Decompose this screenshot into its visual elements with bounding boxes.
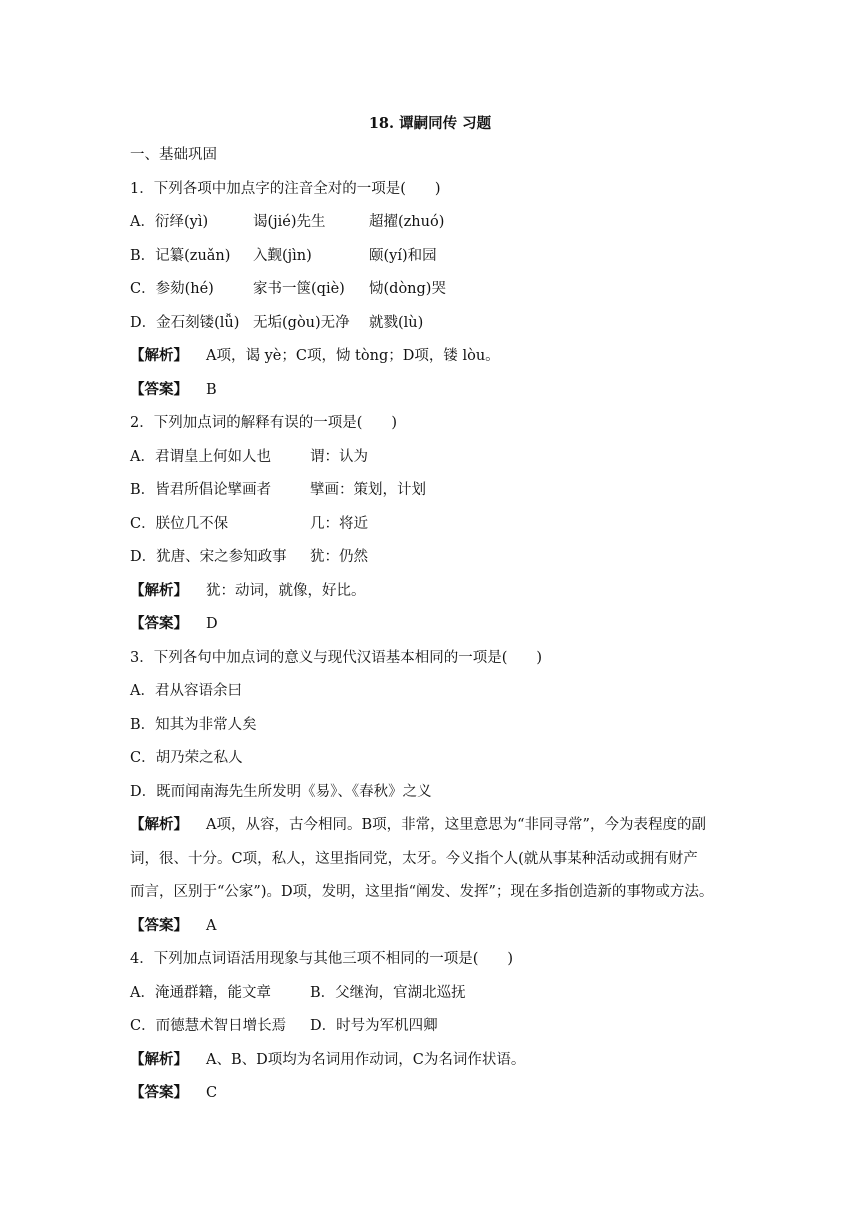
q1-c-1: C．参劾(hé) bbox=[130, 281, 214, 297]
q1-d-2: 无垢(gòu)无净 bbox=[253, 314, 350, 331]
q2-option-a bbox=[130, 446, 734, 468]
q1-b-3: 颐(yí)和园 bbox=[369, 247, 437, 264]
q1-analysis-text: A项，谒 yè；C项，恸 tòng；D项，镂 lòu。 bbox=[206, 348, 500, 364]
q1-answer bbox=[130, 379, 734, 401]
q3-analysis-line1 bbox=[130, 814, 734, 836]
q3-analysis-text-1: A项，从容，古今相同。B项，非常，这里意思为“非同寻常”，今为表程度的副 bbox=[206, 817, 706, 833]
q1-c-2: 家书一箧(qiè) bbox=[253, 281, 345, 297]
analysis-label: 【解析】 bbox=[130, 816, 188, 833]
q1-b-1: B．记纂(zuǎn) bbox=[130, 247, 231, 264]
q1-option-d bbox=[130, 312, 734, 334]
q2-c-2: 几：将近 bbox=[310, 515, 368, 532]
q1-analysis bbox=[130, 345, 734, 367]
q4-answer bbox=[130, 1082, 734, 1104]
q1-option-a bbox=[130, 211, 734, 233]
section-heading: 一、基础巩固 bbox=[130, 147, 217, 163]
q4-option-c: C．而德慧术智日增长焉 bbox=[130, 1018, 287, 1034]
q4-answer-text: C bbox=[206, 1085, 218, 1101]
q4-option-d: D．时号为军机四卿 bbox=[310, 1018, 438, 1034]
q2-d-1: D．犹唐、宋之参知政事 bbox=[130, 549, 287, 565]
q2-c-1: C．朕位几不保 bbox=[130, 515, 229, 532]
q1-a-2: 谒(jié)先生 bbox=[253, 214, 326, 230]
analysis-label: 【解析】 bbox=[130, 1050, 188, 1068]
q1-d-1: D．金石刻镂(lǚ) bbox=[130, 314, 240, 331]
q1-option-c bbox=[130, 278, 734, 300]
q1-d-3: 就戮(lù) bbox=[369, 314, 424, 331]
document-body bbox=[130, 144, 734, 1116]
q2-b-1: B．皆君所倡论擘画者 bbox=[130, 482, 272, 498]
q3-analysis-line3: 而言，区别于“公家”)。D项，发明，这里指“阐发、发挥”；现在多指创造新的事物或方法。 bbox=[130, 884, 714, 900]
document-title: 18. 谭嗣同传 习题 bbox=[368, 115, 492, 132]
answer-label: 【答案】 bbox=[130, 916, 188, 934]
q4-analysis-text: A、B、D项均为名词用作动词，C为名词作状语。 bbox=[206, 1051, 526, 1068]
analysis-label: 【解析】 bbox=[130, 581, 188, 599]
q4-options-ab bbox=[130, 982, 734, 1004]
q4-analysis bbox=[130, 1049, 734, 1071]
q2-analysis bbox=[130, 580, 734, 602]
q1-c-3: 恸(dòng)哭 bbox=[369, 281, 446, 297]
q2-option-c bbox=[130, 513, 734, 535]
q4-options-cd bbox=[130, 1015, 734, 1037]
q2-a-2: 谓：认为 bbox=[310, 448, 368, 465]
q3-option-b: B．知其为非常人矣 bbox=[130, 716, 257, 733]
answer-label: 【答案】 bbox=[130, 380, 188, 398]
q2-option-b bbox=[130, 479, 734, 501]
q3-answer bbox=[130, 915, 734, 937]
q2-a-1: A．君谓皇上何如人也 bbox=[130, 448, 271, 465]
q2-stem: 2．下列加点词的解释有误的一项是( ) bbox=[130, 415, 398, 431]
answer-label: 【答案】 bbox=[130, 1084, 188, 1101]
q2-answer bbox=[130, 613, 734, 635]
analysis-label: 【解析】 bbox=[130, 347, 188, 364]
q3-stem: 3．下列各句中加点词的意义与现代汉语基本相同的一项是( ) bbox=[130, 649, 543, 666]
q2-option-d bbox=[130, 546, 734, 568]
q3-answer-text: A bbox=[206, 917, 217, 934]
q1-stem: 1．下列各项中加点字的注音全对的一项是( ) bbox=[130, 180, 441, 197]
q4-option-a: A．淹通群籍，能文章 bbox=[130, 984, 271, 1001]
q1-option-b bbox=[130, 245, 734, 267]
q2-analysis-text: 犹：动词，就像，好比。 bbox=[206, 582, 366, 599]
q1-answer-text: B bbox=[206, 381, 217, 398]
q3-option-d: D．既而闻南海先生所发明《易》、《春秋》之义 bbox=[130, 783, 432, 800]
q1-b-2: 入觐(jìn) bbox=[253, 247, 312, 264]
q2-b-2: 擘画：策划，计划 bbox=[310, 482, 426, 498]
q1-a-1: A．衍绎(yì) bbox=[130, 214, 209, 230]
q3-option-a: A．君从容语余曰 bbox=[130, 683, 242, 699]
answer-label: 【答案】 bbox=[130, 615, 188, 632]
q4-stem: 4．下列加点词语活用现象与其他三项不相同的一项是( ) bbox=[130, 951, 514, 967]
q2-d-2: 犹：仍然 bbox=[310, 549, 368, 565]
q2-answer-text: D bbox=[206, 616, 218, 632]
q4-option-b: B．父继洵，官湖北巡抚 bbox=[310, 984, 466, 1001]
q3-option-c: C．胡乃荣之私人 bbox=[130, 750, 243, 766]
q1-a-3: 超擢(zhuó) bbox=[369, 214, 445, 230]
q3-analysis-line2: 词，很、十分。C项，私人，这里指同党，太牙。今义指个人(就从事某种活动或拥有财产 bbox=[130, 850, 698, 867]
